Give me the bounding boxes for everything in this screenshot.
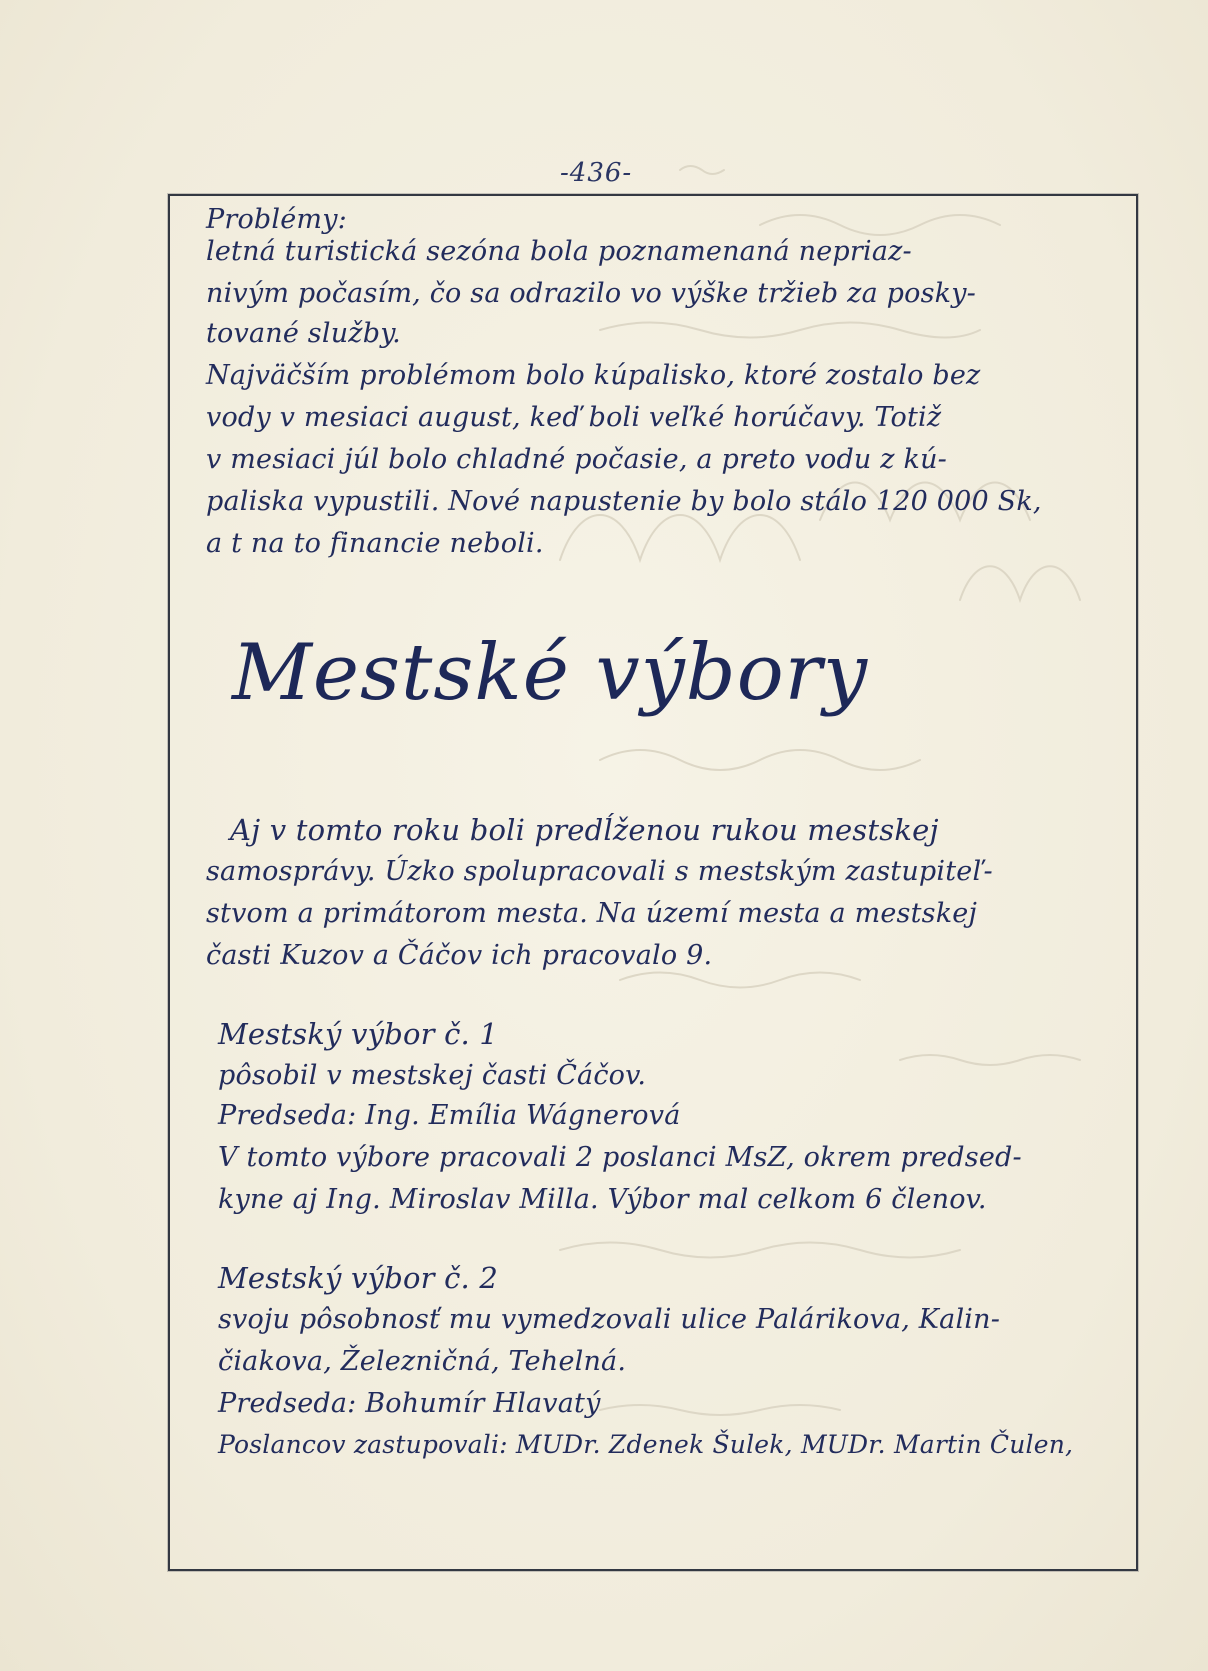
problems-line: paliska vypustili. Nové napustenie by bolo stálo 120 000 Sk, <box>206 486 1042 517</box>
problems-line: tované služby. <box>206 318 401 349</box>
committee1-heading: Mestský výbor č. 1 <box>218 1017 499 1051</box>
committee2-line: čiakova, Železničná, Tehelná. <box>218 1346 627 1377</box>
intro-line: samosprávy. Úzko spolupracovali s mestským zastupiteľ- <box>206 856 993 887</box>
problems-line: nivým počasím, čo sa odrazilo vo výške tržieb za posky- <box>206 278 976 309</box>
committee2-line: Predseda: Bohumír Hlavatý <box>218 1388 601 1419</box>
problems-line: letná turistická sezóna bola poznamenaná nepriaz- <box>206 236 912 267</box>
committee2-line: svoju pôsobnosť mu vymedzovali ulice Palárikova, Kalin- <box>218 1304 1001 1335</box>
committee1-line: V tomto výbore pracovali 2 poslanci MsZ, okrem predsed- <box>218 1142 1022 1173</box>
intro-line: stvom a primátorom mesta. Na území mesta a mestskej <box>206 898 978 929</box>
problems-line: Najväčším problémom bolo kúpalisko, ktoré zostalo bez <box>206 360 981 391</box>
committee1-line: pôsobil v mestskej časti Čáčov. <box>218 1060 647 1091</box>
problems-line: a t na to financie neboli. <box>206 528 544 559</box>
page-frame <box>168 194 1138 1571</box>
committee1-line: kyne aj Ing. Miroslav Milla. Výbor mal celkom 6 členov. <box>218 1184 987 1215</box>
page-number: -436- <box>560 158 633 188</box>
problems-heading: Problémy: <box>206 204 347 235</box>
intro-line: časti Kuzov a Čáčov ich pracovalo 9. <box>206 940 713 971</box>
section-title: Mestské výbory <box>232 628 869 718</box>
problems-line: v mesiaci júl bolo chladné počasie, a preto vodu z kú- <box>206 444 947 475</box>
committee2-heading: Mestský výbor č. 2 <box>218 1261 499 1295</box>
problems-line: vody v mesiaci august, keď boli veľké horúčavy. Totiž <box>206 402 942 433</box>
intro-line: Aj v tomto roku boli predĺženou rukou mestskej <box>230 813 939 847</box>
committee1-line: Predseda: Ing. Emília Wágnerová <box>218 1100 681 1131</box>
committee2-line: Poslancov zastupovali: MUDr. Zdenek Šulek, MUDr. Martin Čulen, <box>218 1430 1074 1459</box>
